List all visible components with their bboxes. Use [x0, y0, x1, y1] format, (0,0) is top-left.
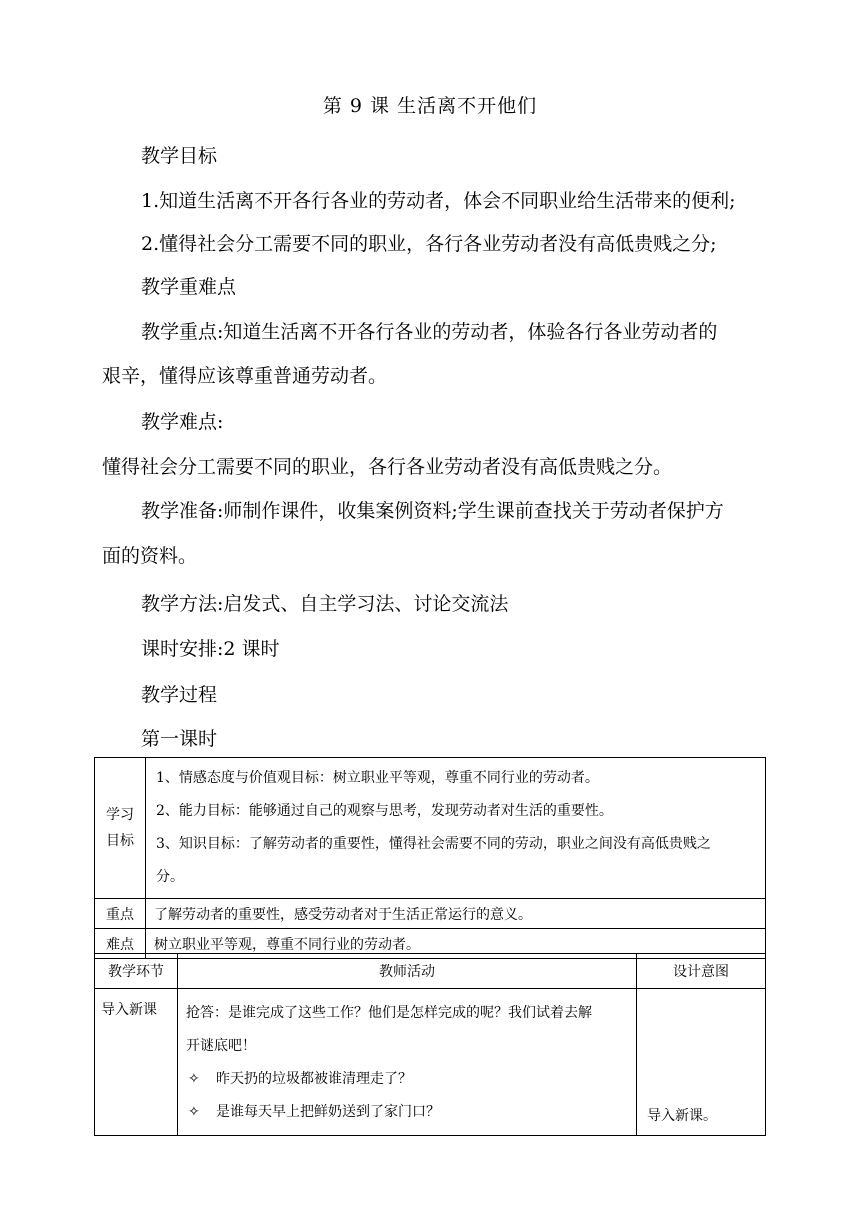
- design-intent-cell: 导入新课。: [637, 989, 766, 1136]
- difficulty-label: 难点: [95, 929, 146, 959]
- page-title: 第 9 课 生活离不开他们: [322, 95, 538, 117]
- process-heading: 教学过程: [141, 684, 218, 706]
- sparkle-bullet-icon: ✧: [188, 1071, 200, 1087]
- learning-goal-3-cont: 分。: [156, 869, 184, 885]
- sparkle-bullet-icon: ✧: [188, 1104, 200, 1120]
- teacher-activity-cell: [178, 989, 637, 1136]
- learning-goal-2: 2、能力目标：能够通过自己的观察与思考，发现劳动者对生活的重要性。: [156, 803, 613, 819]
- activity-line-2: 开谜底吧！: [186, 1038, 256, 1054]
- key-heading: 教学重难点: [141, 276, 237, 298]
- process-table: [94, 953, 766, 1136]
- bullet-item-2: [186, 1096, 628, 1129]
- objectives-table: [94, 757, 766, 959]
- teaching-method: 教学方法:启发式、自主学习法、讨论交流法: [141, 593, 509, 615]
- goal-item-2: 2.懂得社会分工需要不同的职业，各行各业劳动者没有高低贵贱之分;: [141, 233, 717, 255]
- goal-heading: 教学目标: [141, 145, 218, 167]
- learning-goal-3: 3、知识目标：了解劳动者的重要性，懂得社会需要不同的劳动，职业之间没有高低贵贱之: [156, 836, 711, 852]
- bullet-text-2: 是谁每天早上把鲜奶送到了家门口？: [216, 1104, 440, 1120]
- key-point-line-1: 教学重点:知道生活离不开各行各业的劳动者，体验各行各业劳动者的: [141, 321, 718, 343]
- preparation-line-1: 教学准备:师制作课件，收集案例资料;学生课前查找关于劳动者保护方: [141, 500, 724, 522]
- bullet-item-1: [186, 1063, 628, 1096]
- first-lesson-heading: 第一课时: [141, 728, 218, 750]
- difficulty-text: 懂得社会分工需要不同的职业，各行各业劳动者没有高低贵贱之分。: [102, 456, 673, 478]
- bullet-text-1: 昨天扔的垃圾都被谁清理走了？: [216, 1071, 412, 1087]
- class-hours: 课时安排:2 课时: [141, 638, 280, 660]
- learning-goal-1: 1、情感态度与价值观目标：树立职业平等观，尊重不同行业的劳动者。: [156, 770, 599, 786]
- header-stage: 教学环节: [95, 954, 178, 989]
- key-text: 了解劳动者的重要性，感受劳动者对于生活正常运行的意义。: [146, 899, 766, 929]
- stage-cell: 导入新课: [95, 989, 178, 1136]
- difficulty-text-cell: 树立职业平等观，尊重不同行业的劳动者。: [146, 929, 766, 959]
- header-design-intent: 设计意图: [637, 954, 766, 989]
- header-teacher-activity: 教师活动: [178, 954, 637, 989]
- learning-goal-label-line-1: 学习: [106, 807, 134, 823]
- learning-goal-label: [95, 758, 146, 899]
- activity-line-1: 抢答：是谁完成了这些工作？他们是怎样完成的呢？我们试着去解: [186, 1005, 592, 1021]
- learning-goal-label-line-2: 目标: [106, 833, 134, 849]
- preparation-line-2: 面的资料。: [102, 545, 198, 567]
- key-label: 重点: [95, 899, 146, 929]
- difficulty-heading: 教学难点:: [141, 411, 224, 433]
- key-point-line-2: 艰辛，懂得应该尊重普通劳动者。: [102, 365, 388, 387]
- goal-item-1: 1.知道生活离不开各行各业的劳动者，体会不同职业给生活带来的便利;: [141, 190, 736, 212]
- learning-goals-cell: [146, 758, 766, 899]
